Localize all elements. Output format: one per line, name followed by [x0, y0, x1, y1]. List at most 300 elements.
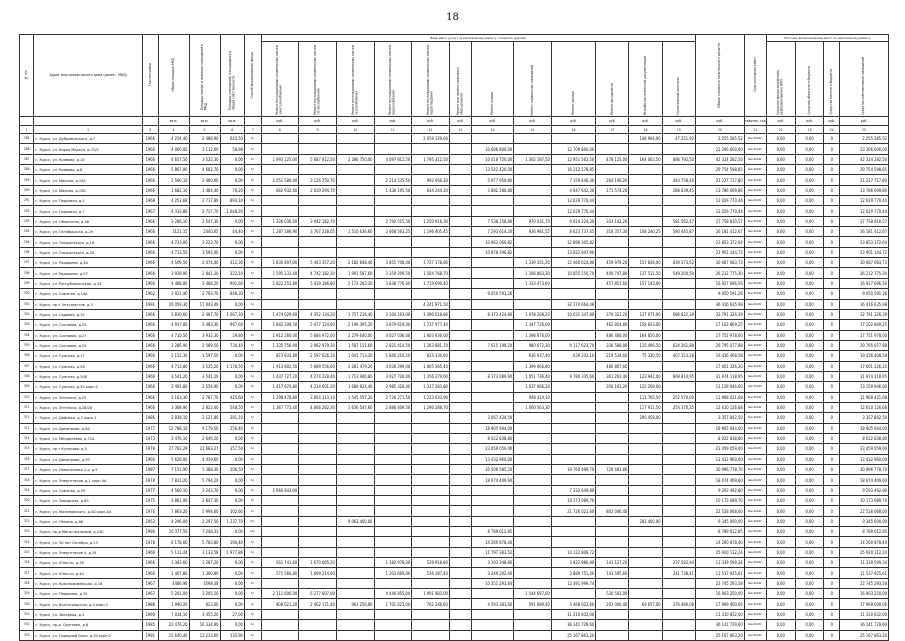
- row-work-cost: [596, 289, 629, 299]
- row-work-cost: 2 196 395,20: [336, 320, 374, 330]
- row-work-cost: 4 352 134,20: [299, 309, 337, 319]
- row-work-cost: 2 286 750,00: [336, 154, 374, 164]
- row-work-cost: 1 263 881,70: [412, 340, 450, 350]
- row-work-cost: 117 911,50: [629, 402, 662, 412]
- units-cell: руб.: [472, 117, 514, 126]
- row-work-cost: 25 167 863,20: [551, 630, 595, 640]
- row-method: б/-: [244, 175, 261, 185]
- row-year: 1966: [143, 547, 159, 557]
- row-source-amount: 0: [824, 413, 840, 423]
- row-total-cost: 22 528 068,00: [695, 506, 744, 516]
- row-area-living: 3 133,58: [189, 547, 220, 557]
- row-work-cost: [412, 496, 450, 506]
- row-total-cost: 3 357 842,50: [695, 413, 744, 423]
- row-work-cost: [596, 547, 629, 557]
- row-work-cost: 3 104 163,00: [374, 309, 412, 319]
- header-address: Адрес многоквартирного дома (далее - МКД): [34, 35, 143, 117]
- row-source-amount: 0: [824, 144, 840, 154]
- row-deadline: 4кв.2029г.: [744, 620, 766, 630]
- row-source-amount: 0,00: [766, 361, 795, 371]
- row-area-living: 2 487,70: [189, 309, 220, 319]
- row-year: 1966: [143, 402, 159, 412]
- row-work-cost: 1 437 727,20: [261, 371, 299, 381]
- row-work-cost: 1 842 349,50: [261, 320, 299, 330]
- row-area-common: 991,60: [220, 278, 244, 288]
- row-work-cost: [514, 247, 552, 257]
- row-work-cost: [662, 485, 695, 495]
- row-area-common: 0,00: [220, 216, 244, 226]
- row-deadline: 4кв.2029г.: [744, 340, 766, 350]
- row-source-amount: 0,00: [766, 216, 795, 226]
- row-work-cost: [449, 361, 471, 371]
- row-total-cost: 17 969 000,06: [695, 599, 744, 609]
- row-source-amount: 30 087 083,73: [839, 258, 888, 268]
- row-area-total: 22 476,20: [158, 620, 189, 630]
- table-row: [20, 268, 889, 278]
- row-work-cost: [299, 444, 337, 454]
- table-row: [20, 589, 889, 599]
- row-work-cost: [472, 299, 514, 309]
- row-work-cost: [412, 578, 450, 588]
- row-work-cost: [551, 392, 595, 402]
- row-source-amount: 0: [824, 278, 840, 288]
- row-method: б/-: [244, 402, 261, 412]
- row-source-amount: 0: [824, 454, 840, 464]
- row-work-cost: [449, 630, 471, 640]
- row-deadline: 4кв.2029г.: [744, 444, 766, 454]
- row-source-amount: 36 141 729,60: [839, 620, 888, 630]
- row-source-amount: 0: [824, 589, 840, 599]
- row-source-amount: 0,00: [795, 558, 824, 568]
- row-work-cost: [472, 320, 514, 330]
- row-work-cost: [551, 475, 595, 485]
- row-year: 1966: [143, 351, 159, 361]
- row-year: 1966: [143, 247, 159, 257]
- row-work-cost: [551, 289, 595, 299]
- units-cell: квартал, год: [744, 117, 766, 126]
- row-work-cost: 729 493,80: [596, 465, 629, 475]
- row-number: 290: [20, 185, 34, 195]
- row-method: б/-: [244, 454, 261, 464]
- row-total-cost: 13 159 946,60: [695, 382, 744, 392]
- row-source-amount: 0: [824, 382, 840, 392]
- row-area-total: 3 838,10: [158, 413, 189, 423]
- row-work-cost: [449, 268, 471, 278]
- row-source-amount: 25 920 112,24: [839, 547, 888, 557]
- row-year: 1966: [143, 371, 159, 381]
- row-method: 10/-: [244, 527, 261, 537]
- row-area-total: 7 831,20: [158, 475, 189, 485]
- row-deadline: 4кв.2029г.: [744, 320, 766, 330]
- row-work-cost: 5 443 357,20: [299, 258, 337, 268]
- row-method: б/-: [244, 165, 261, 175]
- row-work-cost: [662, 516, 695, 526]
- row-area-living: 2440,05: [189, 227, 220, 237]
- row-work-cost: 4 214 601,20: [299, 382, 337, 392]
- row-work-cost: [374, 413, 412, 423]
- row-area-total: 3 928,90: [158, 268, 189, 278]
- column-index-cell: 10: [336, 126, 374, 134]
- row-source-amount: 30 996 778,70: [839, 465, 888, 475]
- row-work-cost: 10 506 585,20: [472, 465, 514, 475]
- row-year: 1973: [143, 433, 159, 443]
- row-work-cost: 2 182 848,40: [336, 258, 374, 268]
- row-work-cost: [596, 402, 629, 412]
- row-address: г. Курск, ул. Парковая, д.5: [34, 196, 143, 206]
- row-source-amount: 22 745 293,58: [839, 578, 888, 588]
- row-source-amount: 0,00: [766, 237, 795, 247]
- row-deadline: 4кв.2029г.: [744, 144, 766, 154]
- row-area-common: 291,10: [220, 413, 244, 423]
- row-work-cost: [596, 630, 629, 640]
- row-source-amount: 0,00: [766, 589, 795, 599]
- table-row: [20, 278, 889, 288]
- row-source-amount: 0,00: [795, 516, 824, 526]
- row-work-cost: 4 027 036,00: [374, 330, 412, 340]
- row-work-cost: [662, 465, 695, 475]
- row-total-cost: 11 310 832,00: [695, 609, 744, 619]
- row-work-cost: [299, 630, 337, 640]
- units-cell: руб.: [824, 117, 840, 126]
- row-deadline: 4кв.2029г.: [744, 630, 766, 640]
- row-work-cost: [374, 516, 412, 526]
- row-work-cost: [662, 320, 695, 330]
- row-deadline: 4кв.2029г.: [744, 216, 766, 226]
- row-source-amount: 2 255 285,52: [839, 134, 888, 144]
- row-work-cost: [514, 196, 552, 206]
- row-source-amount: 9 293 492,80: [839, 485, 888, 495]
- row-source-amount: 17 751 978,00: [839, 330, 888, 340]
- row-area-common: 0,00: [220, 382, 244, 392]
- row-work-cost: 4 066 262,30: [299, 402, 337, 412]
- row-work-cost: [514, 516, 552, 526]
- row-work-cost: 1 337 283,80: [412, 382, 450, 392]
- row-area-living: 2 717,80: [189, 196, 220, 206]
- row-work-cost: [449, 423, 471, 433]
- row-work-cost: 3 855 708,00: [374, 258, 412, 268]
- row-year: 1966: [143, 268, 159, 278]
- row-area-total: 2 152,30: [158, 351, 189, 361]
- row-year: 1966: [143, 278, 159, 288]
- row-work-cost: 9 050 591,26: [472, 289, 514, 299]
- row-number: 329: [20, 589, 34, 599]
- row-method: б/-: [244, 620, 261, 630]
- row-number: 325: [20, 547, 34, 557]
- units-cell: кв.м.: [220, 117, 244, 126]
- row-work-cost: [261, 609, 299, 619]
- row-total-cost: 12 610 126,68: [695, 402, 744, 412]
- row-work-cost: 8 789 012,85: [472, 527, 514, 537]
- row-method: б/-: [244, 144, 261, 154]
- row-work-cost: 462 854,80: [596, 320, 629, 330]
- row-work-cost: 148 904,00: [629, 134, 662, 144]
- row-number: 320: [20, 496, 34, 506]
- row-total-cost: 19 436 408,58: [695, 351, 744, 361]
- row-work-cost: [449, 568, 471, 578]
- row-work-cost: [336, 537, 374, 547]
- row-area-living: 2 554,90: [189, 382, 220, 392]
- row-method: б/-: [244, 340, 261, 350]
- row-work-cost: [662, 413, 695, 423]
- row-area-living: 2 787,70: [189, 392, 220, 402]
- row-work-cost: 8 173 089,60: [472, 371, 514, 381]
- row-source-amount: 0: [824, 599, 840, 609]
- row-work-cost: 2 111 606,00: [261, 589, 299, 599]
- row-total-cost: 11 339 599,34: [695, 558, 744, 568]
- row-area-common: 0,00: [220, 589, 244, 599]
- row-work-cost: [629, 609, 662, 619]
- row-work-cost: [472, 516, 514, 526]
- row-deadline: 4кв.2029г.: [744, 278, 766, 288]
- row-work-cost: [336, 630, 374, 640]
- column-index-cell: 24: [824, 126, 840, 134]
- row-number: 292: [20, 206, 34, 216]
- row-address: г. Курск, ул. Радищева, д.40: [34, 258, 143, 268]
- row-number: 294: [20, 227, 34, 237]
- table-header: [20, 35, 889, 134]
- row-number: 309: [20, 382, 34, 392]
- row-source-amount: 0: [824, 196, 840, 206]
- row-work-cost: 9 784 335,60: [551, 371, 595, 381]
- row-method: б/-: [244, 506, 261, 516]
- row-source-amount: 0: [824, 309, 840, 319]
- row-work-cost: [596, 496, 629, 506]
- row-total-cost: 11 968 421,68: [695, 392, 744, 402]
- row-work-cost: [336, 247, 374, 257]
- row-work-cost: 873 833,80: [261, 351, 299, 361]
- row-year: 1976: [143, 506, 159, 516]
- row-work-cost: [472, 351, 514, 361]
- row-total-cost: 26 181 412,67: [695, 227, 744, 237]
- row-deadline: 4кв.2029г.: [744, 361, 766, 371]
- row-address: г. Курск, ул. Кривова, д.8: [34, 165, 143, 175]
- row-work-cost: 336 588,80: [596, 340, 629, 350]
- row-work-cost: [449, 196, 471, 206]
- row-source-amount: 0,00: [795, 382, 824, 392]
- row-source-amount: 0,00: [766, 516, 795, 526]
- row-work-cost: [449, 278, 471, 288]
- row-work-cost: [261, 165, 299, 175]
- row-area-total: 4 254,40: [158, 134, 189, 144]
- row-work-cost: [261, 237, 299, 247]
- row-area-total: 5 867,80: [158, 165, 189, 175]
- row-area-living: 4 439,60: [189, 454, 220, 464]
- row-year: 1986: [143, 413, 159, 423]
- row-address: г. Курск, ул. Сумская, д.50: [34, 361, 143, 371]
- header-work-facade: Ремонт фасада: [551, 42, 595, 117]
- row-work-cost: 157 143,00: [629, 278, 662, 288]
- units-cell: руб.: [596, 117, 629, 126]
- units-row: [20, 117, 889, 126]
- row-work-cost: [662, 196, 695, 206]
- row-work-cost: [374, 537, 412, 547]
- row-work-cost: 12 029 770,44: [551, 196, 595, 206]
- row-work-cost: 12 709 800,00: [551, 144, 595, 154]
- row-area-living: 2 474,00: [189, 258, 220, 268]
- row-work-cost: [551, 537, 595, 547]
- table-body: [20, 134, 889, 641]
- row-work-cost: [596, 423, 629, 433]
- row-work-cost: [514, 299, 552, 309]
- row-work-cost: [662, 206, 695, 216]
- row-work-cost: [472, 278, 514, 288]
- row-total-cost: 23 901 144,72: [695, 247, 744, 257]
- row-area-living: 2 488,90: [189, 134, 220, 144]
- row-source-amount: 3 357 842,50: [839, 413, 888, 423]
- units-cell: руб.: [795, 117, 824, 126]
- row-address: г. Курск, ул. Сосновая, д.29: [34, 340, 143, 350]
- row-work-cost: 47 251,92: [662, 134, 695, 144]
- row-source-amount: 27 758 810,57: [839, 216, 888, 226]
- row-work-cost: 1 333 473,60: [514, 278, 552, 288]
- row-work-cost: [299, 134, 337, 144]
- row-work-cost: [514, 630, 552, 640]
- row-total-cost: 12 029 770,44: [695, 196, 744, 206]
- row-work-cost: 6 277 607,00: [299, 589, 337, 599]
- row-work-cost: 2 402 171,40: [299, 599, 337, 609]
- row-work-cost: [261, 413, 299, 423]
- header-year: Год постройки: [143, 35, 159, 117]
- row-method: б/-: [244, 268, 261, 278]
- row-work-cost: [336, 454, 374, 464]
- row-work-cost: [299, 423, 337, 433]
- column-index-cell: 4: [158, 126, 189, 134]
- row-method: б/-: [244, 258, 261, 268]
- row-work-cost: [336, 216, 374, 226]
- row-work-cost: [662, 547, 695, 557]
- row-deadline: 4кв.2029г.: [744, 185, 766, 195]
- row-work-cost: [629, 433, 662, 443]
- row-method: м/-: [244, 599, 261, 609]
- row-source-amount: 0,00: [766, 454, 795, 464]
- row-number: 319: [20, 485, 34, 495]
- header-work-types-group: Виды работ (услуг) по капитальному ремонту, стоимость (рублей): [261, 35, 695, 42]
- table-row: [20, 144, 889, 154]
- row-source-amount: 0,00: [795, 413, 824, 423]
- row-work-cost: [662, 527, 695, 537]
- row-work-cost: [336, 144, 374, 154]
- row-number: 330: [20, 599, 34, 609]
- row-area-total: 1 383,60: [158, 558, 189, 568]
- row-work-cost: 1 545 557,20: [336, 392, 374, 402]
- row-area-common: 0,00: [220, 351, 244, 361]
- row-address: г. Курск, ул. Дейнеки, д.7 корп.1: [34, 413, 143, 423]
- row-year: 1966: [143, 558, 159, 568]
- row-deadline: 4кв.2029г.: [744, 599, 766, 609]
- row-area-common: 1 977,86: [220, 547, 244, 557]
- row-source-amount: 9 345 000,00: [839, 516, 888, 526]
- row-work-cost: 111 765,50: [629, 392, 662, 402]
- row-total-cost: 8 789 012,85: [695, 527, 744, 537]
- row-work-cost: [336, 506, 374, 516]
- row-work-cost: 2 173 283,20: [336, 278, 374, 288]
- table-row: [20, 402, 889, 412]
- column-index-cell: 25: [839, 126, 888, 134]
- row-source-amount: 0,00: [795, 392, 824, 402]
- row-total-cost: 30 996 778,70: [695, 465, 744, 475]
- row-number: 315: [20, 444, 34, 454]
- table-row: [20, 299, 889, 309]
- row-work-cost: [449, 227, 471, 237]
- row-source-amount: 0,00: [766, 289, 795, 299]
- row-work-cost: 948 410,10: [514, 392, 552, 402]
- row-area-total: 4 253,68: [158, 196, 189, 206]
- header-src-fund: Средства фонда содействия реформированию ЖКХ: [766, 42, 795, 117]
- row-source-amount: 0: [824, 465, 840, 475]
- row-work-cost: [551, 444, 595, 454]
- row-year: 1962: [143, 289, 159, 299]
- row-number: 288: [20, 165, 34, 175]
- row-area-total: 4 723,00: [158, 237, 189, 247]
- row-work-cost: 164 062,50: [629, 154, 662, 164]
- table-row: [20, 351, 889, 361]
- row-source-amount: 0,00: [795, 444, 824, 454]
- row-work-cost: 333 142,20: [596, 216, 629, 226]
- row-work-cost: [596, 444, 629, 454]
- row-source-amount: 0: [824, 578, 840, 588]
- row-source-amount: 0,00: [795, 475, 824, 485]
- row-work-cost: [374, 423, 412, 433]
- row-method: б/-: [244, 361, 261, 371]
- row-source-amount: 0,00: [795, 320, 824, 330]
- row-area-common: 848,30: [220, 289, 244, 299]
- row-area-common: 357,50: [220, 444, 244, 454]
- row-year: 1968: [143, 196, 159, 206]
- row-work-cost: 9 063 400,00: [336, 516, 374, 526]
- row-work-cost: [412, 144, 450, 154]
- row-work-cost: 10 351 293,84: [472, 578, 514, 588]
- row-number: 314: [20, 433, 34, 443]
- row-work-cost: 290 458,00: [629, 413, 662, 423]
- row-number: 316: [20, 454, 34, 464]
- row-area-living: 2 847,30: [189, 496, 220, 506]
- row-source-amount: 0,00: [795, 278, 824, 288]
- row-work-cost: 18 905 944,00: [472, 423, 514, 433]
- row-work-cost: 1 630 547,60: [336, 402, 374, 412]
- row-work-cost: 1 699 214,60: [299, 568, 337, 578]
- row-source-amount: 0,00: [795, 630, 824, 640]
- row-method: б/-: [244, 330, 261, 340]
- row-deadline: 4кв.2029г.: [744, 206, 766, 216]
- row-number: 289: [20, 175, 34, 185]
- row-work-cost: [662, 289, 695, 299]
- column-index-cell: 18: [629, 126, 662, 134]
- header-work-heating: Ремонт внутридомовых инженерных систем теплоснабжения: [299, 42, 337, 117]
- column-index-cell: 17: [596, 126, 629, 134]
- row-work-cost: [629, 568, 662, 578]
- row-source-amount: 0: [824, 361, 840, 371]
- table-row: [20, 537, 889, 547]
- row-work-cost: [336, 289, 374, 299]
- row-source-amount: 0,00: [766, 330, 795, 340]
- row-work-cost: [374, 465, 412, 475]
- row-work-cost: [662, 382, 695, 392]
- row-year: 1988: [143, 599, 159, 609]
- row-source-amount: 0: [824, 423, 840, 433]
- row-work-cost: [336, 175, 374, 185]
- row-work-cost: 480 807,60: [596, 361, 629, 371]
- row-number: 291: [20, 196, 34, 206]
- row-area-common: 0,00: [220, 578, 244, 588]
- row-work-cost: 12 029 770,44: [551, 206, 595, 216]
- row-source-amount: 0: [824, 268, 840, 278]
- table-row: [20, 227, 889, 237]
- header-work-foundation: Ремонт фундамента: [596, 42, 629, 117]
- row-address: г. Курск, ул. Союзная, д.14А: [34, 289, 143, 299]
- row-area-common: 0,00: [220, 299, 244, 309]
- row-area-common: 58,98: [220, 144, 244, 154]
- row-address: г. Курск, ул. Звездная, д.3: [34, 609, 143, 619]
